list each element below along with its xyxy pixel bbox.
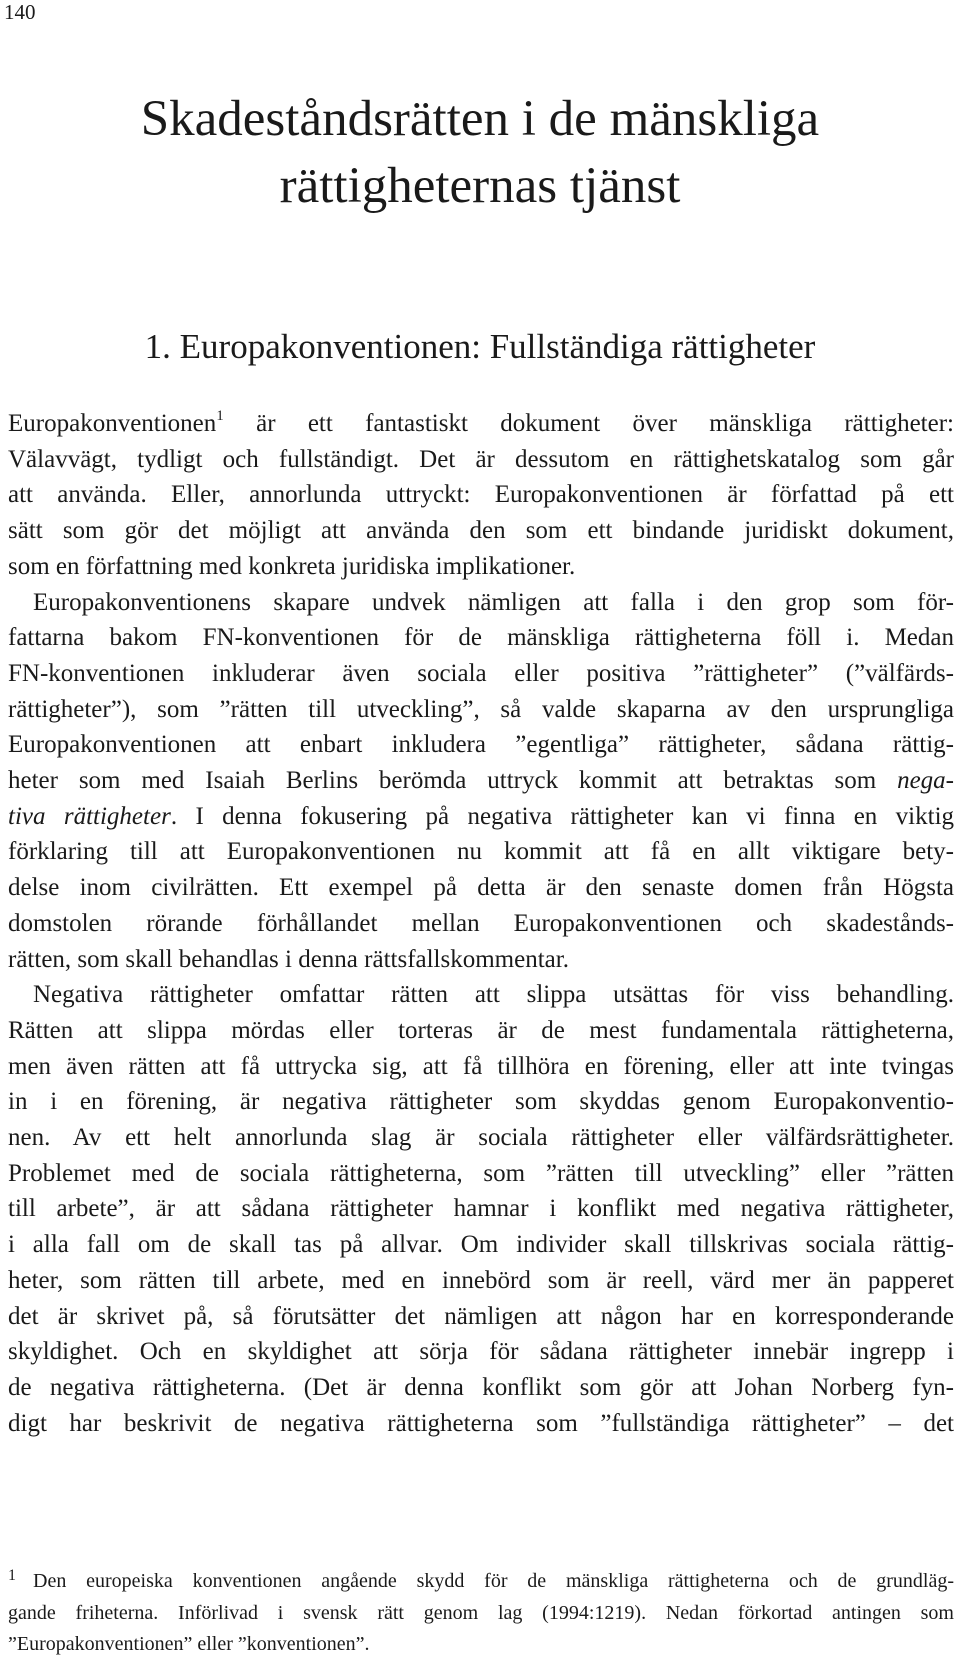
body-text	[8, 406, 954, 1441]
footnote-line: gande friheterna. Införlivad i svensk rätt genom lag (1994:1219). Nedan förkortad antingen som	[8, 1601, 954, 1624]
text-line: förklaring till att Europakonventionen nu kommit att få en allt viktigare bety-	[8, 838, 954, 866]
footnote	[8, 1566, 954, 1661]
footnote-line: ”Europakonventionen” eller ”konventionen”.	[8, 1633, 370, 1655]
text-line: nen. Av ett helt annorlunda slag är sociala rättigheter eller välfärdsrättigheter.	[8, 1124, 954, 1152]
chapter-title-line-1: Skadeståndsrätten i de mänskliga	[140, 91, 820, 147]
paragraph-2	[8, 585, 954, 978]
text-line: heter som med Isaiah Berlins berömda uttryck kommit att betraktas som nega-	[8, 767, 954, 795]
footnote-line: Den europeiska konventionen angående skydd för de mänskliga rättigheterna och de grundläg-	[33, 1570, 954, 1592]
text-line: in i en förening, är negativa rättigheter som skyddas genom Europakonventio-	[8, 1088, 954, 1116]
text-line: rättigheter”), som ”rätten till utveckling”, så valde skaparna av den ursprungliga	[8, 695, 954, 723]
text-line: Välavvägt, tydligt och fullständigt. Det är dessutom en rättighetskatalog som går	[8, 445, 954, 473]
text-line: Negativa rättigheter omfattar rätten att slippa utsättas för viss behandling.	[33, 981, 954, 1009]
chapter-title	[0, 86, 960, 220]
text-line: som en författning med konkreta juridiska implikationer.	[8, 552, 576, 580]
paragraph-1	[8, 406, 954, 585]
text-line: rätten, som skall behandlas i denna rättsfallskommentar.	[8, 945, 569, 973]
paragraph-3	[8, 977, 954, 1441]
text-line: Rätten att slippa mördas eller torteras är de mest fundamentala rättigheterna,	[8, 1016, 954, 1044]
footnote-number: 1	[8, 1567, 16, 1584]
text-line: men även rätten att få uttrycka sig, att få tillhöra en förening, eller att inte tvingas	[8, 1052, 954, 1080]
text-line: Problemet med de sociala rättigheterna, som ”rätten till utveckling” eller ”rätten	[8, 1159, 954, 1187]
text-line: domstolen rörande förhållandet mellan Europakonventionen och skadestånds-	[8, 909, 954, 937]
text-line: att använda. Eller, annorlunda uttryckt: Europakonventionen är författad på ett	[8, 481, 954, 509]
italic-term: tiva rättigheter	[8, 802, 171, 830]
text-line: FN-konventionen inkluderar även sociala eller positiva ”rättigheter” (”välfärds-	[8, 659, 954, 687]
text-line: skyldighet. Och en skyldighet att sörja för sådana rättigheter innebär ingrepp i	[8, 1338, 954, 1366]
text-line: tiva rättigheter. I denna fokusering på negativa rättigheter kan vi finna en viktig	[8, 802, 955, 830]
text-line: de negativa rättigheterna. (Det är denna konflikt som gör att Johan Norberg fyn-	[8, 1373, 954, 1401]
italic-term: nega-	[897, 767, 954, 795]
text-line: Europakonventionen$^1$ är ett fantastiskt dokument över mänskliga rättigheter:	[8, 408, 954, 437]
text-line: det är skrivet på, så förutsätter det nämligen att någon har en korresponderande	[8, 1302, 954, 1330]
text-line: heter, som rätten till arbete, med en innebörd som är reell, värd mer än papperet	[8, 1266, 954, 1294]
text-line: i alla fall om de skall tas på allvar. Om individer skall tillskrivas sociala rättig-	[8, 1231, 954, 1259]
page-number: 140	[4, 0, 36, 24]
chapter-title-line-2: rättigheternas tjänst	[279, 158, 681, 214]
text-line: till arbete”, är att sådana rättigheter hamnar i konflikt med negativa rättigheter,	[8, 1195, 954, 1223]
text-line: delse inom civilrätten. Ett exempel på detta är den senaste domen från Högsta	[8, 874, 954, 902]
text-line: fattarna bakom FN-konventionen för de mänskliga rättigheterna föll i. Medan	[8, 624, 954, 652]
text-line: Europakonventionens skapare undvek nämligen att falla i den grop som för-	[33, 588, 954, 616]
text-line: sätt som gör det möjligt att använda den som ett bindande juridiskt dokument,	[8, 517, 954, 545]
section-heading: 1. Europakonventionen: Fullständiga rättigheter	[144, 327, 816, 366]
text-line: Europakonventionen att enbart inkludera ”egentliga” rättigheter, sådana rättig-	[8, 731, 954, 759]
footnote-marker: 1	[216, 408, 224, 424]
text-line: digt har beskrivit de negativa rättigheterna som ”fullständiga rättigheter” – det	[8, 1409, 954, 1437]
